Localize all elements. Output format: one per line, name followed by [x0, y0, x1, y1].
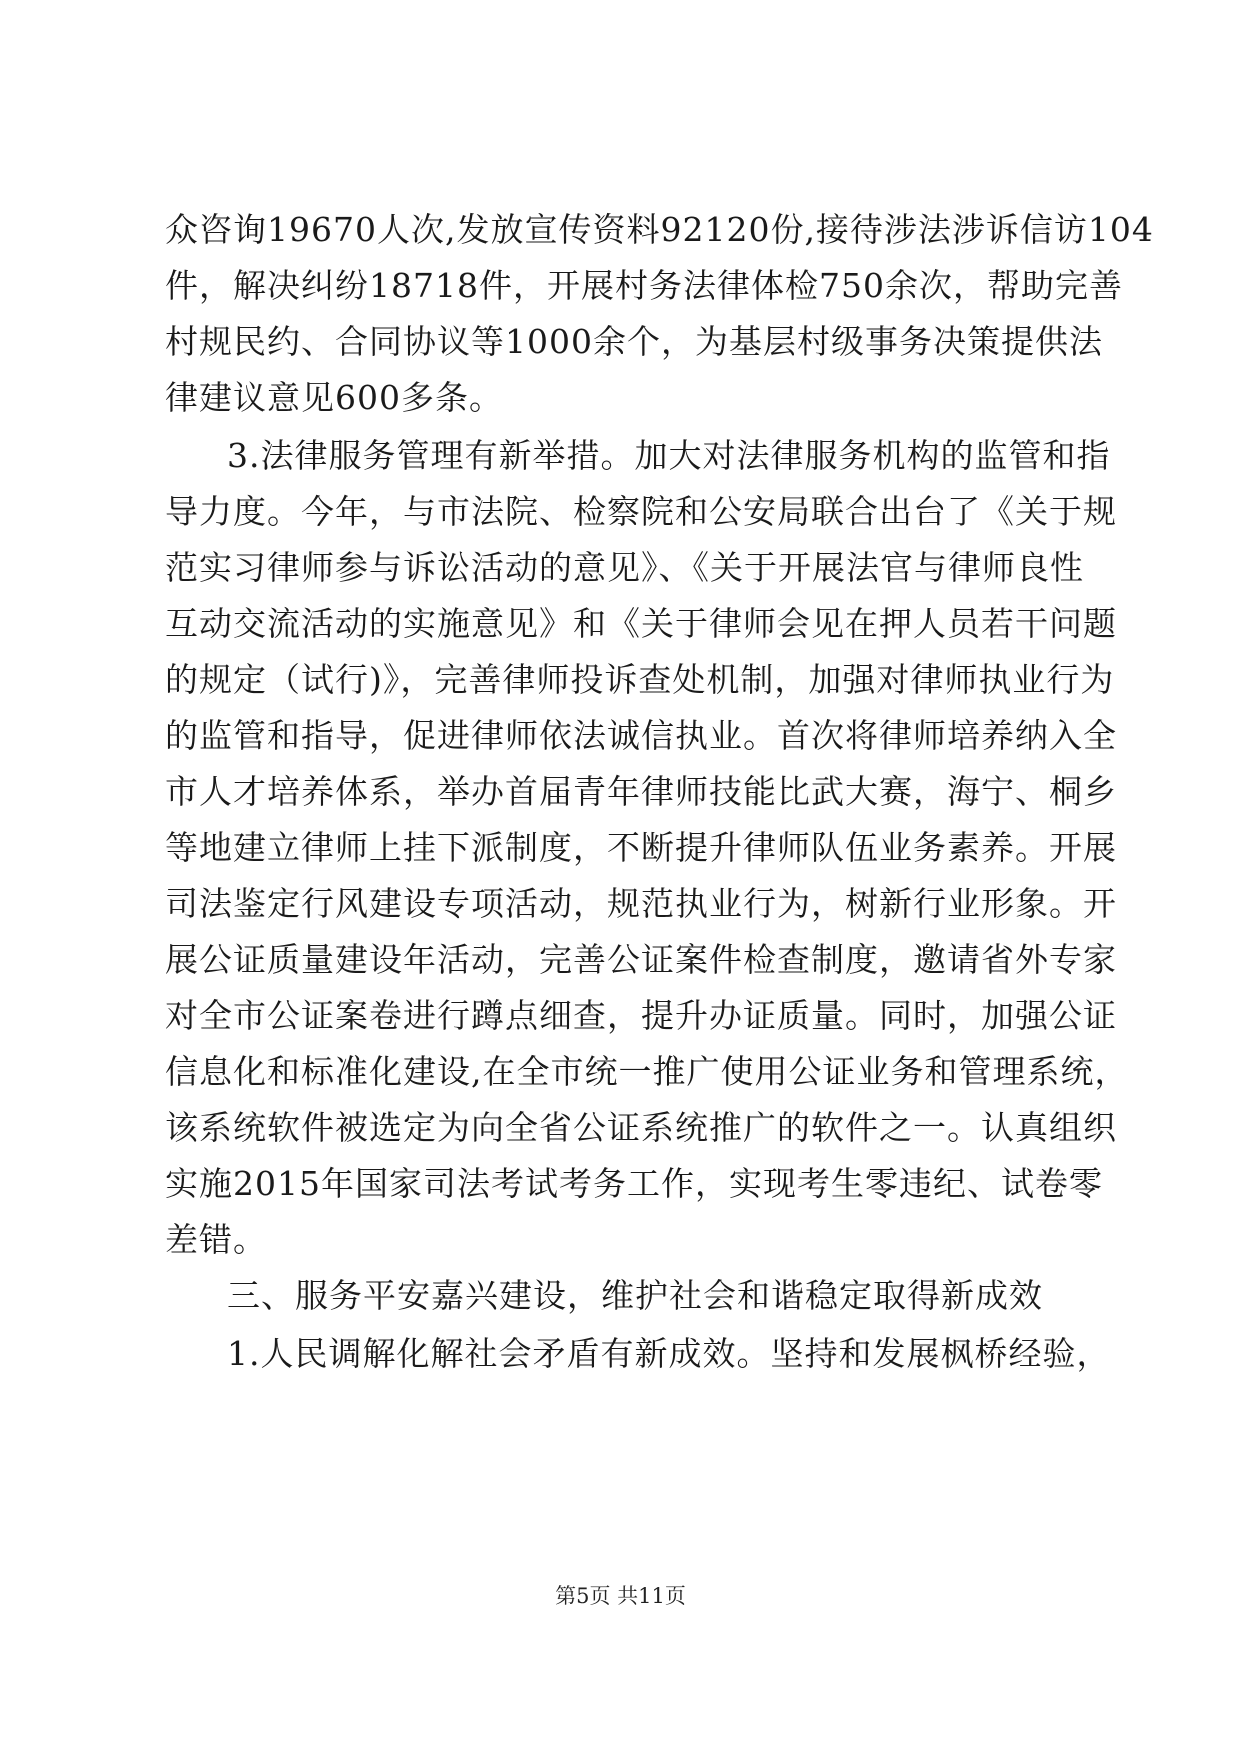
body-text-line: 展公证质量建设年活动，完善公证案件检查制度，邀请省外专家	[165, 940, 1117, 979]
body-text-line: 对全市公证案卷进行蹲点细查，提升办证质量。同时，加强公证	[165, 996, 1117, 1035]
body-text-line: 该系统软件被选定为向全省公证系统推广的软件之一。认真组织	[165, 1108, 1117, 1147]
body-text-line: 村规民约、合同协议等1000余个，为基层村级事务决策提供法	[165, 322, 1103, 361]
body-text-line: 的监管和指导，促进律师依法诚信执业。首次将律师培养纳入全	[165, 716, 1117, 755]
body-text-line: 律建议意见600多条。	[165, 378, 503, 417]
body-text-line: 等地建立律师上挂下派制度，不断提升律师队伍业务素养。开展	[165, 828, 1117, 867]
body-text-line: 导力度。今年，与市法院、检察院和公安局联合出台了《关于规	[165, 492, 1117, 531]
body-text-line: 范实习律师参与诉讼活动的意见》、《关于开展法官与律师良性	[165, 548, 1084, 587]
body-text-line: 司法鉴定行风建设专项活动，规范执业行为，树新行业形象。开	[165, 884, 1117, 923]
body-text-line: 市人才培养体系，举办首届青年律师技能比武大赛，海宁、桐乡	[165, 772, 1117, 811]
body-text-line: 互动交流活动的实施意见》和《关于律师会见在押人员若干问题	[165, 604, 1117, 643]
body-text-line: 实施2015年国家司法考试考务工作，实现考生零违纪、试卷零	[165, 1164, 1103, 1203]
body-text-line: 众咨询19670人次,发放宣传资料92120份,接待涉法涉诉信访104	[165, 210, 1154, 249]
section-item-heading-line: 1.人民调解化解社会矛盾有新成效。坚持和发展枫桥经验，	[227, 1334, 1111, 1373]
section-heading: 三、服务平安嘉兴建设，维护社会和谐稳定取得新成效	[227, 1276, 1043, 1315]
body-text-line: 的规定（试行)》，完善律师投诉查处机制，加强对律师执业行为	[165, 660, 1115, 699]
body-text-line: 件，解决纠纷18718件，开展村务法律体检750余次，帮助完善	[165, 266, 1123, 305]
section-item-heading-line: 3.法律服务管理有新举措。加大对法律服务机构的监管和指	[227, 436, 1111, 475]
body-text-line: 差错。	[165, 1220, 267, 1259]
page-number-footer: 第5页 共11页	[555, 1584, 686, 1608]
body-text-line: 信息化和标准化建设,在全市统一推广使用公证业务和管理系统，	[165, 1052, 1129, 1091]
